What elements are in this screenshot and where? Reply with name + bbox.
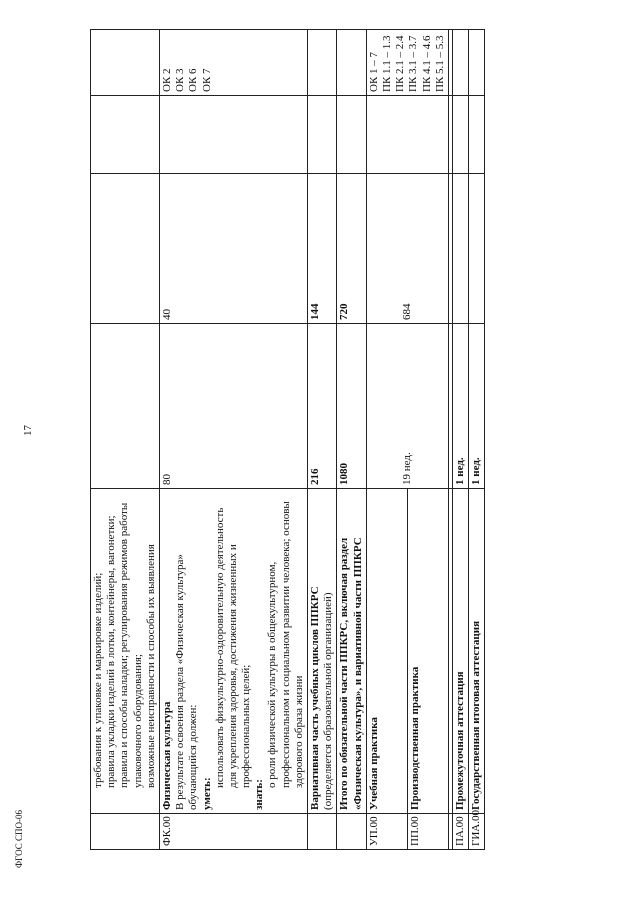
fk-znat-text: о роли физической культуры в общекультурном, профессиональном и социальном развитии человека; основы здорового образа жизни <box>266 501 305 788</box>
gia-max-load: 1 нед. <box>469 324 485 489</box>
fk-competency: ОК 7 <box>200 68 213 92</box>
fk-code: ФК.00 <box>159 814 307 850</box>
up-title: Учебная практика <box>366 489 407 814</box>
continuation-line: правила укладки изделий в лотки, контейнеры, вагонетки; <box>105 515 118 788</box>
up-code: УП.00 <box>366 814 407 850</box>
fk-competency: ОК 2 <box>160 68 173 92</box>
practice-competency: ОК 1 – 7 <box>367 51 380 92</box>
practice-competency: ПК 3.1 – 3.7 <box>407 35 420 92</box>
curriculum-table-rotated <box>90 30 550 850</box>
fk-hours: 40 <box>159 174 307 324</box>
practice-competency: ПК 2.1 – 2.4 <box>394 35 407 92</box>
gia-title: Государственная итоговая аттестация <box>469 489 485 814</box>
footer-label: ФГОС СПО-06 <box>14 810 24 868</box>
total-title: Итого по обязательной части ППКРС, включая раздел «Физическая культура», и вариативной части ППКРС <box>337 489 366 814</box>
pp-code: ПП.00 <box>407 814 448 850</box>
fk-competency: ОК 3 <box>174 68 187 92</box>
pp-title: Производственная практика <box>407 489 448 814</box>
fk-umet-label: уметь: <box>200 777 213 810</box>
pa-code: ПА.00 <box>452 814 468 850</box>
fk-znat-label: знать: <box>253 779 266 810</box>
variable-title: Вариативная часть учебных циклов ППКРС <box>309 586 321 810</box>
gia-code: ГИА.00 <box>469 814 485 850</box>
variable-subtitle: (определяется образовательной организацией) <box>322 592 335 810</box>
pp-max-load: 19 нед. <box>366 324 448 489</box>
fk-umet-text: использовать физкультурно-оздоровительную деятельность для укрепления здоровья, достижения жизненных и профессиональных целей; <box>213 507 253 788</box>
pp-hours: 684 <box>366 174 448 324</box>
practice-competency: ПК 1.1 – 1.3 <box>380 35 393 92</box>
continuation-line: требования к упаковке и маркировке изделий; <box>92 572 104 788</box>
table-row-continuation <box>91 30 160 850</box>
fk-intro: В результате освоения раздела «Физическая культура» обучающийся должен: <box>174 554 200 810</box>
table-row-total <box>337 30 366 850</box>
fk-competency: ОК 6 <box>187 68 200 92</box>
fk-title: Физическая культура <box>160 701 173 810</box>
pa-max-load: 1 нед. <box>452 324 468 489</box>
table-row-variable <box>308 30 337 850</box>
total-hours: 720 <box>337 174 366 324</box>
practice-competency: ПК 5.1 – 5.3 <box>433 35 446 92</box>
variable-hours: 144 <box>308 174 337 324</box>
continuation-line: правила и способы наладки; регулирования режимов работы упаковочного оборудования; <box>118 502 144 788</box>
total-max-load: 1080 <box>337 324 366 489</box>
practice-competency: ПК 4.1 – 4.6 <box>420 35 433 92</box>
continuation-line: возможные неисправности и способы их выявления <box>144 544 157 788</box>
fk-max-load: 80 <box>159 324 307 489</box>
curriculum-table <box>90 29 485 850</box>
pa-title: Промежуточная аттестация <box>452 489 468 814</box>
variable-max-load: 216 <box>308 324 337 489</box>
table-row-fk <box>159 30 307 850</box>
table-row-gia <box>469 30 485 850</box>
table-row-pa <box>452 30 468 850</box>
page-number: 17 <box>22 425 34 436</box>
table-row-up <box>366 30 407 850</box>
